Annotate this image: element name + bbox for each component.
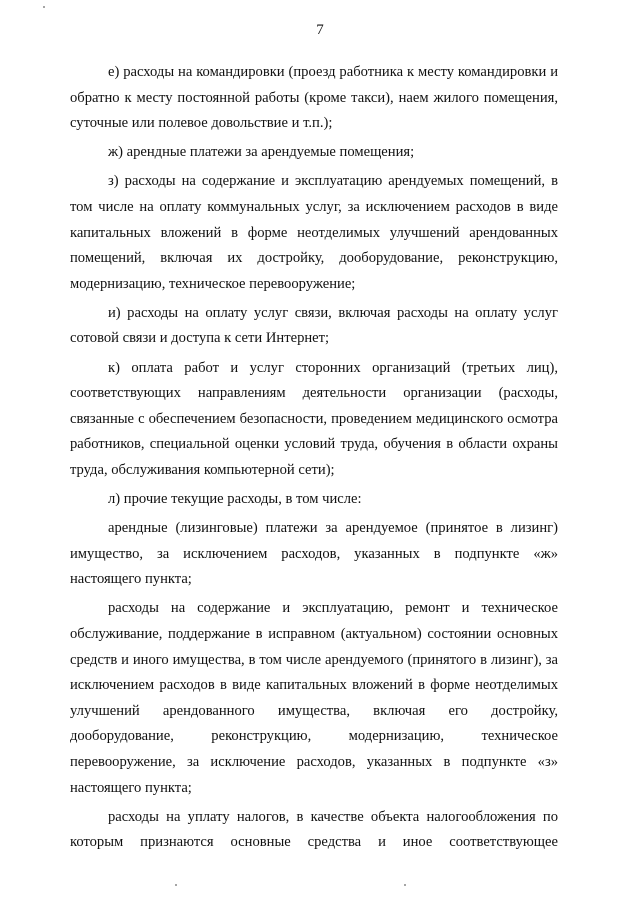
paragraph-z-premises-maintenance: з) расходы на содержание и эксплуатацию арендуемых помещений, в том числе на оплату коммунальных услуг, за исключением расходов в виде капитальных вложений в форме неотделимых улучшений арендованных помещений, включая их достройку, дооборудование, реконструкцию, модернизацию, техническое перевооружение; [70,173,558,292]
paragraph-asset-maintenance: расходы на содержание и эксплуатацию, ремонт и техническое обслуживание, поддержание в исправном (актуальном) состоянии основных средств и иного имущества, в том числе арендуемого (принятого в лизинг), за исключением расходов в виде капитальных вложений в форме неотделимых улучшений арендованного имущества, включая его достройку, дооборудование, реконструкцию, модернизацию, техническое перевооружение, за исключение расходов, указанных в подпункте «з» настоящего пункта; [70,600,558,796]
paragraph-leasing-payments: арендные (лизинговые) платежи за арендуемое (принятое в лизинг) имущество, за исключением расходов, указанных в подпункте «ж» настоящего пункта; [70,520,558,588]
scan-speck [404,884,406,886]
paragraph-i-communication-services: и) расходы на оплату услуг связи, включая расходы на оплату услуг сотовой связи и доступа к сети Интернет; [70,304,558,347]
document-body [70,60,558,859]
paragraph-zh-rent-payments: ж) арендные платежи за арендуемые помещения; [108,144,415,161]
scan-speck [175,884,177,886]
scan-speck [43,6,45,8]
paragraph-e-business-trips: е) расходы на командировки (проезд работника к месту командировки и обратно к месту постоянной работы (кроме такси), наем жилого помещения, суточные или полевое довольствие и т.п.); [70,64,558,132]
paragraph-l-other-expenses: л) прочие текущие расходы, в том числе: [108,491,362,507]
paragraph-k-third-party-services: к) оплата работ и услуг сторонних организаций (третьих лиц), соответствующих направлениям деятельности организации (расходы, связанные с обеспечением безопасности, проведением медицинского осмотра работников, специальной оценки условий труда, обучения в области охраны труда, обслуживания компьютерной сети); [70,359,558,478]
paragraph-taxes: расходы на уплату налогов, в качестве объекта налогообложения по которым признаются основные средства и иное соответствующее [70,808,558,851]
page-number: 7 [316,22,324,38]
